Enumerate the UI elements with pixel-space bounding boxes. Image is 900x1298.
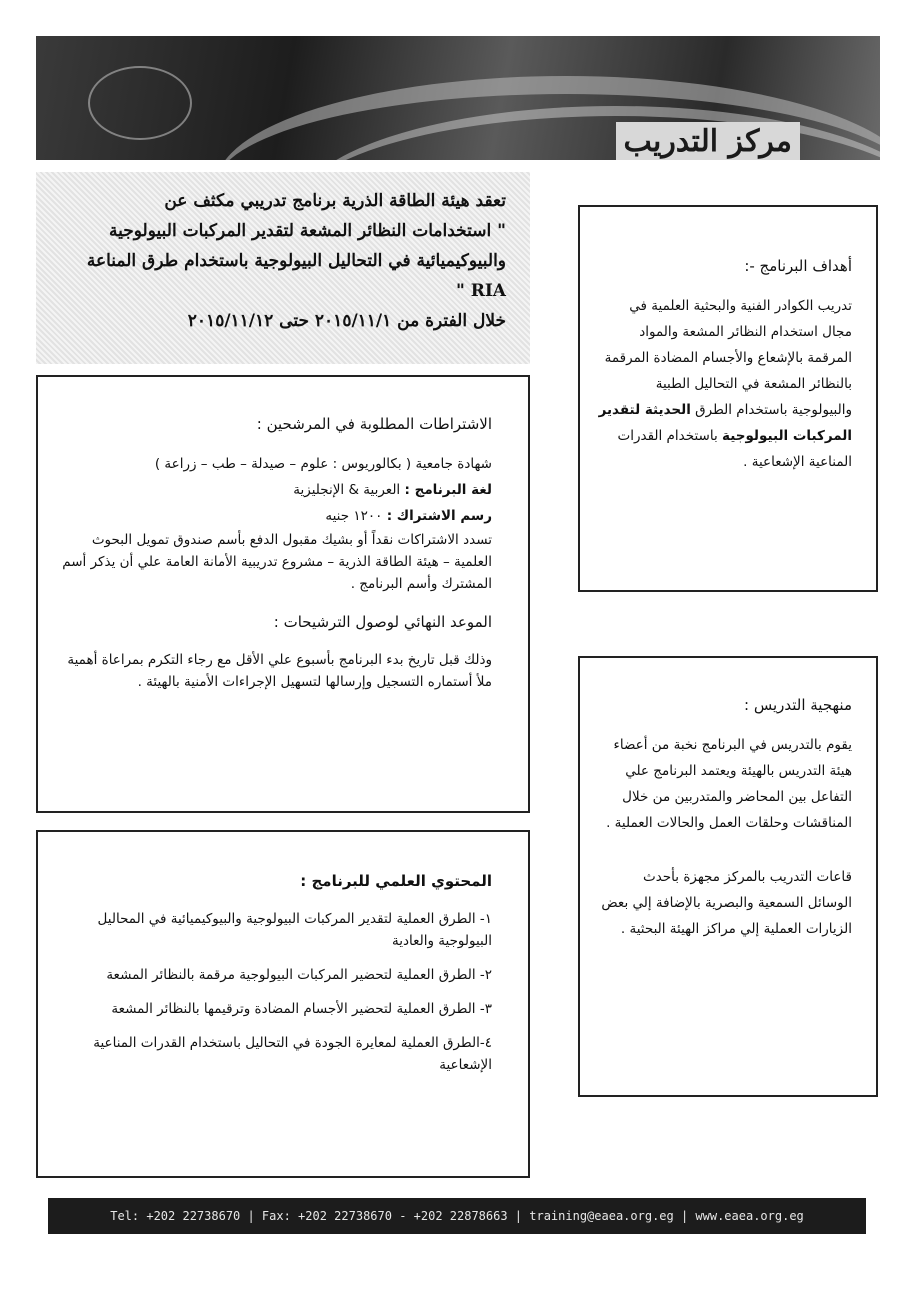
banner-title: مركز التدريب xyxy=(616,122,800,160)
headline-line-2: " استخدامات النظائر المشعة لتقدير المركبات البيولوجية والبيوكيميائية في التحاليل البيولوجية باستخدام طرق المناعة RIA " xyxy=(86,221,506,301)
scientific-content-box xyxy=(36,830,530,1178)
announcement-headline xyxy=(36,172,530,364)
goals-text-main: تدريب الكوادر الفنية والبحثية العلمية في مجال استخدام النظائر المشعة والمواد المرقمة بالإشعاع والأجسام المضادة المرقمة بالنظائر المشعة في التحاليل الطبية والبيولوجية باستخدام الطرق xyxy=(604,298,852,418)
requirements-title: الاشتراطات المطلوبة في المرشحين : xyxy=(256,415,492,433)
headline-line-1: تعقد هيئة الطاقة الذرية برنامج تدريبي مكثف عن xyxy=(164,191,506,211)
requirements-payment: تسدد الاشتراكات نقداً أو بشيك مقبول الدفع بأسم صندوق تمويل البحوث العلمية – هيئة الطاقة الذرية – مشروع تدريبية الأمانة العامة علي أن يذكر أسم المشترك وأسم البرنامج . xyxy=(62,532,492,592)
content-item: ٣- الطرق العملية لتحضير الأجسام المضادة وترقيمها بالنظائر المشعة xyxy=(111,1001,492,1017)
language-value: العربية & الإنجليزية xyxy=(293,482,401,498)
program-goals-box xyxy=(578,205,878,592)
content-item: ٢- الطرق العملية لتحضير المركبات البيولوجية مرقمة بالنظائر المشعة xyxy=(106,967,492,983)
contact-footer: Tel: +202 22738670 | Fax: +202 22738670 - +202 22878663 | training@eaea.org.eg | www.eaea.org.eg xyxy=(48,1198,866,1234)
goals-text-end: باستخدام القدرات المناعية الإشعاعية . xyxy=(617,428,852,470)
goals-title: أهداف البرنامج -: xyxy=(744,257,852,275)
method-paragraph-2: قاعات التدريب بالمركز مجهزة بأحدث الوسائل السمعية والبصرية بالإضافة إلي بعض الزيارات العملية إلي مراكز الهيئة البحثية . xyxy=(601,869,852,937)
deadline-text: وذلك قبل تاريخ بدء البرنامج بأسبوع علي الأقل مع رجاء التكرم بمراعاة أهمية ملأ أستماره التسجيل وإرسالها لتسهيل الإجراءات الأمنية بالهيئة . xyxy=(67,652,492,690)
requirements-box xyxy=(36,375,530,813)
requirements-fee xyxy=(58,503,492,529)
headline-line-3: خلال الفترة من ٢٠١٥/١١/١ حتى ٢٠١٥/١١/١٢ xyxy=(187,311,506,331)
fee-label: رسم الاشتراك : xyxy=(386,508,492,524)
header-banner xyxy=(36,36,880,160)
goals-text-bold: الحديثة لتقدير المركبات البيولوجية xyxy=(598,402,852,444)
content-item: ٤-الطرق العملية لمعايرة الجودة في التحاليل باستخدام القدرات المناعية الإشعاعية xyxy=(93,1035,492,1073)
requirements-degree: شهادة جامعية ( بكالوريوس : علوم – صيدلة – طب – زراعة ) xyxy=(154,456,492,472)
teaching-method-box xyxy=(578,656,878,1097)
content-title: المحتوي العلمي للبرنامج : xyxy=(300,872,492,890)
language-label: لغة البرنامج : xyxy=(404,482,492,498)
deadline-title: الموعد النهائي لوصول الترشيحات : xyxy=(273,613,492,631)
method-title: منهجية التدريس : xyxy=(744,696,852,714)
requirements-language xyxy=(58,477,492,503)
fee-value: ١٢٠٠ جنيه xyxy=(325,508,383,524)
content-item: ١- الطرق العملية لتقدير المركبات البيولوجية والبيوكيميائية في المحاليل البيولوجية والعادية xyxy=(97,911,492,949)
method-paragraph-1: يقوم بالتدريس في البرنامج نخبة من أعضاء هيئة التدريس بالهيئة ويعتمد البرنامج علي التفاعل بين المحاضر والمتدربين من خلال المناقشات وحلقات العمل والحالات العملية . xyxy=(606,737,852,831)
eaea-logo-icon xyxy=(88,66,192,140)
goals-text xyxy=(598,293,852,475)
